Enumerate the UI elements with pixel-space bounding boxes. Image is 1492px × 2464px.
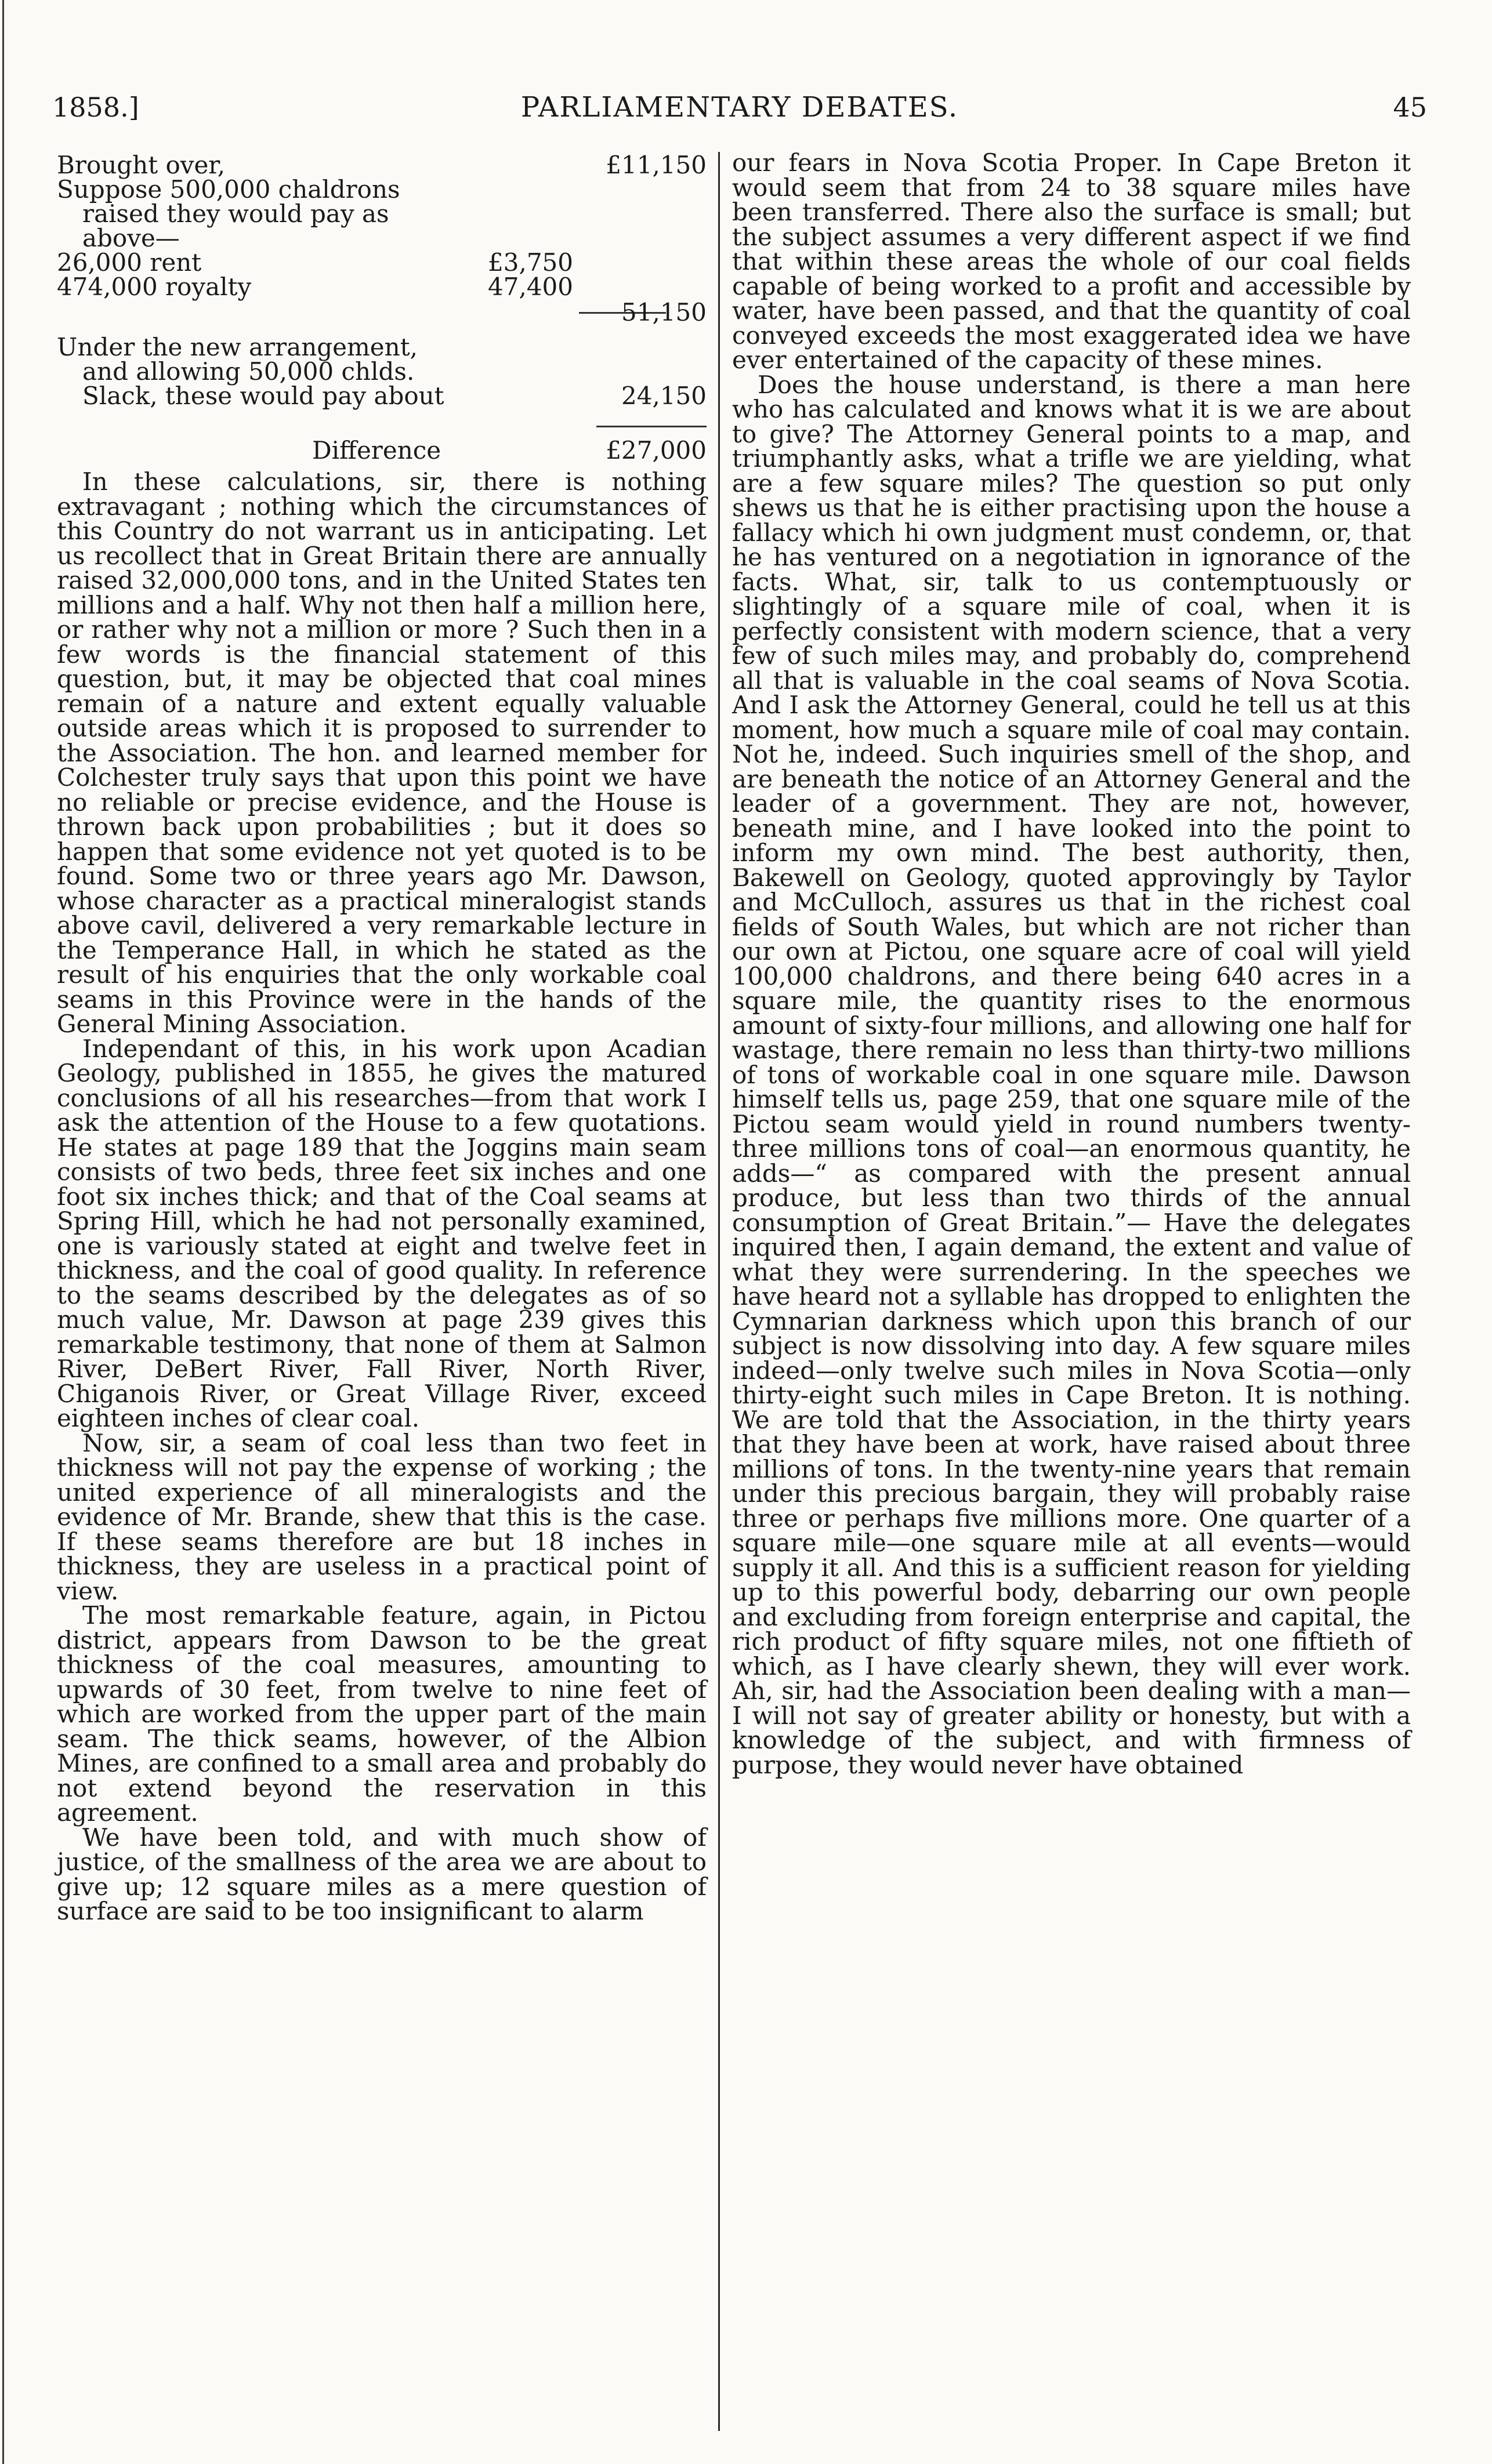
- left-column-text: [57, 467, 707, 1925]
- account-label: raised they would pay as: [82, 199, 389, 228]
- account-label: Difference: [312, 436, 441, 465]
- account-row-suppose-2: [57, 199, 707, 228]
- account-row-suppose-3: [57, 226, 707, 251]
- running-head: [52, 87, 1427, 128]
- account-label: 26,000 rent: [57, 248, 202, 277]
- account-amount: £11,150: [606, 151, 707, 179]
- account-row-royalty: [57, 275, 707, 299]
- paragraph: our fears in Nova Scotia Proper. In Cape Breton it would seem that from 24 to 38 square miles have been transferred. There also the surface is small; but the subject assumes a very different aspect if we find that within these areas the whole of our coal fields capable of being worked to a profit and accessible by water, have been passed, and that the quantity of coal conveyed exceeds the most exaggerated idea we have ever entertained of the capacity of these mines.: [732, 148, 1411, 374]
- right-column: [732, 148, 1411, 2430]
- paragraph: Does the house understand, is there a man here who has calculated and knows what it is we are about to give? The Attorney General points to a map, and triumphantly asks, what a trifle we are yielding, what are a few square miles? The question so put only shews us that he is either practising upon the house a fallacy which hi own judgment must condemn, or, that he has ventured on a negotiation in ignorance of the facts. What, sir, talk to us contemptuously or slightingly of a square mile of coal, when it is perfectly consistent with modern science, that a very few of such miles may, and probably do, comprehend all that is valuable in the coal seams of Nova Scotia. And I ask the Attorney General, could he tell us at this moment, how much a square mile of coal may contain. Not he, indeed. Such inquiries smell of the shop, and are beneath the notice of an Attorney General and the leader of a government. They are not, however, beneath mine, and I have looked into the point to inform my own mind. The best authority, then, Bakewell on Geology, quoted approvingly by Taylor and McCulloch, assures us that in the richest coal fields of South Wales, but which are not richer than our own at Pictou, one square acre of coal will yield 100,000 chaldrons, and there being 640 acres in a square mile, the quantity rises to the enormous amount of sixty-four millions, and allowing one half for wastage, there remain no less than thirty-two millions of tons of workable coal in one square mile. Dawson himself tells us, page 259, that one square mile of the Pictou seam would yield in round numbers twenty-three millions tons of coal—an enormous quantity, he adds—“ as compared with the present annual produce, but less than two thirds of the annual consumption of Great Britain.”— Have the delegates inquired then, I again demand, the extent and value of what they were surrendering. In the speeches we have heard not a syllable has dropped to enlighten the Cymnarian darkness which upon this branch of our subject is now dissolving into day. A few square miles indeed—only twelve such miles in Nova Scotia—only thirty-eight such miles in Cape Breton. It is nothing. We are told that the Association, in the thirty years that they have been at work, have raised about three millions of tons. In the twenty-nine years that remain under this precious bargain, they will probably raise three or perhaps five millions more. One quarter of a square mile—one square mile at all events—would supply it all. And this is a sufficient reason for yielding up to this powerful body, debarring our own people and excluding from foreign enterprise and capital, the rich product of fifty square miles, not one fiftieth of which, as I have clearly shewn, they will ever work. Ah, sir, had the Association been dealing with a man—I will not say of greater ability or honesty, but with a knowledge of the subject, and with firmness of purpose, they would never have obtained: [732, 370, 1411, 1779]
- account-row-subtotal: [57, 300, 707, 325]
- account-label: 474,000 royalty: [57, 273, 252, 301]
- paragraph: The most remarkable feature, again, in Pictou district, appears from Dawson to be the great thickness of the coal measures, amounting to upwards of 30 feet, from twelve to nine feet of which are worked from the upper part of the main seam. The thick seams, however, of the Albion Mines, are confined to a small area and probably do not extend beyond the reservation in this agreement.: [57, 1601, 707, 1827]
- account-amount: 24,150: [621, 382, 707, 410]
- account-label: Under the new arrangement,: [57, 333, 418, 361]
- account-row-new-3: [57, 384, 707, 408]
- left-column: [57, 151, 707, 2430]
- header-year: 1858.]: [52, 92, 139, 123]
- account-row-new-1: [57, 335, 707, 360]
- account-label: Suppose 500,000 chaldrons: [57, 175, 400, 204]
- account-row-rent: [57, 248, 707, 277]
- binding-edge-line: [2, 0, 4, 2464]
- account-row-rule: [57, 426, 707, 428]
- account-row-new-2: [57, 357, 707, 386]
- account-amount: 51,150: [621, 298, 707, 326]
- header-page-number: 45: [1393, 92, 1427, 123]
- account-amount: £27,000: [606, 436, 707, 465]
- account-row-difference: [57, 438, 707, 463]
- account-row-suppose-1: [57, 177, 707, 202]
- account-rule: [596, 426, 707, 427]
- account-amount: 47,400: [488, 273, 573, 301]
- paragraph: Now, sir, a seam of coal less than two feet in thickness will not pay the expense of working ; the united experience of all mineralogists and the evidence of Mr. Brande, shew that this is the case. If these seams therefore are but 18 inches in thickness, they are useless in a practical point of view.: [57, 1428, 707, 1605]
- column-rule: [718, 152, 720, 2431]
- header-title: PARLIAMENTARY DEBATES.: [520, 91, 959, 124]
- paragraph: In these calculations, sir, there is nothing extravagant ; nothing which the circumstances of this Country do not warrant us in anticipating. Let us recollect that in Great Britain there are annually raised 32,000,000 tons, and in the United States ten millions and a half. Why not then half a million here, or rather why not a million or more ? Such then in a few words is the financial statement of this question, but, it may be objected that coal mines remain of a nature and extent equally valuable outside areas which it is proposed to surrender to the Association. The hon. and learned member for Colchester truly says that upon this point we have no reliable or precise evidence, and the House is thrown back upon probabilities ; but it does so happen that some evidence not yet quoted is to be found. Some two or three years ago Mr. Dawson, whose character as a practical mineralogist stands above cavil, delivered a very remarkable lecture in the Temperance Hall, in which he stated as the result of his enquiries that the only workable coal seams in this Province were in the hands of the General Mining Association.: [57, 467, 707, 1038]
- paragraph: Independant of this, in his work upon Acadian Geology, published in 1855, he gives the matured conclusions of all his researches—from that work I ask the attention of the House to a few quotations. He states at page 189 that the Joggins main seam consists of two beds, three feet six inches and one foot six inches thick; and that of the Coal seams at Spring Hill, which he had not personally examined, one is variously stated at eight and twelve feet in thickness, and the coal of good quality. In reference to the seams described by the delegates as of so much value, Mr. Dawson at page 239 gives this remarkable testimony, that none of them at Salmon River, DeBert River, Fall River, North River, Chiganois River, or Great Village River, exceed eighteen inches of clear coal.: [57, 1034, 707, 1432]
- account-label: Slack, these would pay about: [82, 382, 444, 410]
- account-row-brought-over: [57, 153, 707, 177]
- account-label: Brought over,: [57, 151, 226, 179]
- paragraph: We have been told, and with much show of justice, of the smallness of the area we are about to give up; 12 square miles as a mere question of surface are said to be too insignificant to alarm: [57, 1823, 707, 1925]
- account-label: above—: [82, 224, 180, 252]
- account-label: and allowing 50,000 chlds.: [82, 357, 415, 386]
- account-amount: £3,750: [488, 248, 573, 277]
